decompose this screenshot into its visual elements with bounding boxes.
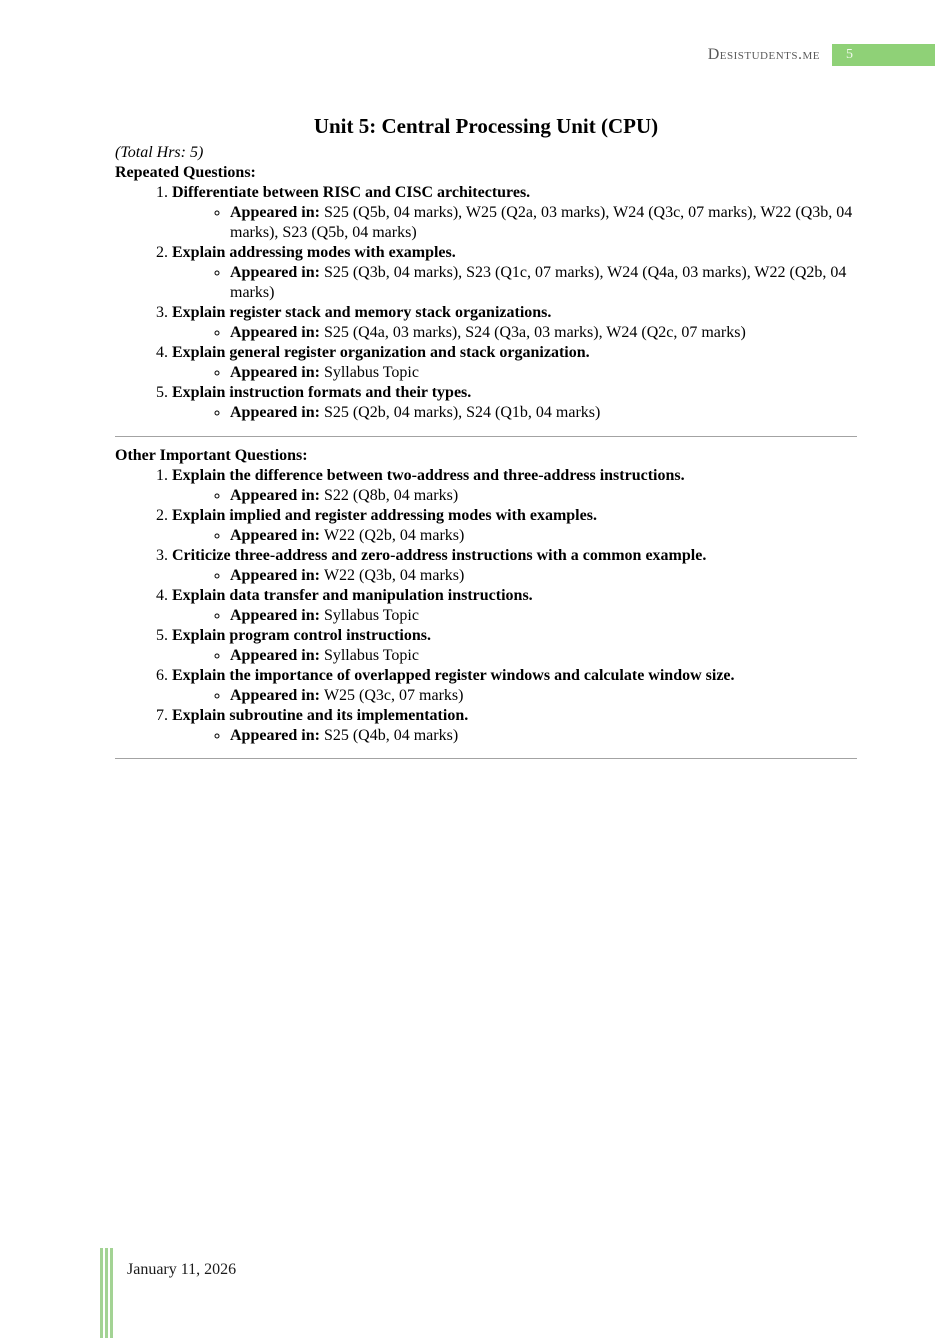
- question-text: Explain the difference between two-address and three-address instructions.: [172, 467, 685, 484]
- appeared-label: Appeared in:: [230, 404, 320, 421]
- page-title: Unit 5: Central Processing Unit (CPU): [313, 114, 659, 138]
- appeared-list: [172, 726, 857, 746]
- question-item: [172, 303, 857, 343]
- appeared-label: Appeared in:: [230, 264, 320, 281]
- question-item: [172, 343, 857, 383]
- question-item: [172, 243, 857, 303]
- appeared-label: Appeared in:: [230, 527, 320, 544]
- appeared-item: [230, 526, 857, 546]
- question-text: Criticize three-address and zero-address instructions with a common example.: [172, 547, 707, 564]
- question-text: Explain the importance of overlapped register windows and calculate window size.: [172, 667, 735, 684]
- question-text: Explain register stack and memory stack organizations.: [172, 304, 552, 321]
- appeared-value: W25 (Q3c, 07 marks): [323, 687, 464, 704]
- footer-stripes-decoration: [100, 1248, 113, 1338]
- appeared-list: [172, 203, 857, 243]
- appeared-item: [230, 566, 857, 586]
- appeared-value: Syllabus Topic: [323, 607, 419, 624]
- appeared-label: Appeared in:: [230, 204, 320, 221]
- question-text: Explain addressing modes with examples.: [172, 244, 456, 261]
- appeared-item: [230, 323, 857, 343]
- total-hours-note: (Total Hrs: 5): [115, 144, 204, 161]
- repeated-questions-list: [115, 183, 857, 423]
- appeared-list: [172, 686, 857, 706]
- section-heading-repeated: Repeated Questions:: [115, 164, 256, 181]
- page-header: [708, 44, 935, 66]
- question-item: [172, 666, 857, 706]
- appeared-label: Appeared in:: [230, 607, 320, 624]
- appeared-item: [230, 606, 857, 626]
- section-divider: [115, 436, 857, 437]
- footer-date: January 11, 2026: [127, 1261, 237, 1278]
- appeared-value: W22 (Q3b, 04 marks): [323, 567, 465, 584]
- appeared-list: [172, 403, 857, 423]
- appeared-label: Appeared in:: [230, 324, 320, 341]
- appeared-list: [172, 566, 857, 586]
- footer-stripe: [100, 1248, 103, 1338]
- question-text: Explain general register organization and stack organization.: [172, 344, 590, 361]
- appeared-label: Appeared in:: [230, 487, 320, 504]
- document-content: [115, 113, 857, 768]
- question-item: [172, 183, 857, 243]
- appeared-list: [172, 526, 857, 546]
- appeared-item: [230, 726, 857, 746]
- appeared-list: [172, 486, 857, 506]
- section-divider: [115, 758, 857, 759]
- question-item: [172, 506, 857, 546]
- question-text: Explain instruction formats and their types.: [172, 384, 472, 401]
- appeared-list: [172, 323, 857, 343]
- appeared-item: [230, 646, 857, 666]
- question-item: [172, 626, 857, 666]
- appeared-list: [172, 263, 857, 303]
- appeared-value: S25 (Q3b, 04 marks), S23 (Q1c, 07 marks), W24 (Q4a, 03 marks), W22 (Q2b, 04 marks): [230, 264, 847, 301]
- question-text: Explain program control instructions.: [172, 627, 431, 644]
- appeared-value: Syllabus Topic: [323, 364, 419, 381]
- appeared-value: S25 (Q4b, 04 marks): [323, 727, 459, 744]
- appeared-value: S22 (Q8b, 04 marks): [323, 487, 459, 504]
- question-text: Explain subroutine and its implementation.: [172, 707, 469, 724]
- appeared-item: [230, 203, 857, 243]
- appeared-value: S25 (Q5b, 04 marks), W25 (Q2a, 03 marks), W24 (Q3c, 07 marks), W22 (Q3b, 04 marks), S23 (Q5b, 04 marks): [230, 204, 853, 241]
- footer-stripe: [105, 1248, 108, 1338]
- appeared-item: [230, 363, 857, 383]
- appeared-list: [172, 646, 857, 666]
- question-item: [172, 586, 857, 626]
- appeared-item: [230, 403, 857, 423]
- appeared-value: Syllabus Topic: [323, 647, 419, 664]
- appeared-list: [172, 606, 857, 626]
- question-text: Explain implied and register addressing modes with examples.: [172, 507, 597, 524]
- page-number-badge: 5: [832, 44, 935, 66]
- appeared-label: Appeared in:: [230, 687, 320, 704]
- appeared-list: [172, 363, 857, 383]
- question-item: [172, 706, 857, 746]
- appeared-item: [230, 486, 857, 506]
- appeared-label: Appeared in:: [230, 567, 320, 584]
- appeared-item: [230, 263, 857, 303]
- section-heading-other: Other Important Questions:: [115, 447, 308, 464]
- appeared-value: S25 (Q2b, 04 marks), S24 (Q1b, 04 marks): [323, 404, 601, 421]
- question-item: [172, 466, 857, 506]
- question-item: [172, 546, 857, 586]
- appeared-value: W22 (Q2b, 04 marks): [323, 527, 465, 544]
- question-text: Explain data transfer and manipulation instructions.: [172, 587, 533, 604]
- site-name: Desistudents.me: [707, 46, 820, 63]
- question-text: Differentiate between RISC and CISC architectures.: [172, 184, 531, 201]
- appeared-label: Appeared in:: [230, 727, 320, 744]
- other-questions-list: [115, 466, 857, 746]
- question-item: [172, 383, 857, 423]
- appeared-label: Appeared in:: [230, 647, 320, 664]
- footer-stripe: [110, 1248, 113, 1338]
- appeared-item: [230, 686, 857, 706]
- appeared-value: S25 (Q4a, 03 marks), S24 (Q3a, 03 marks), W24 (Q2c, 07 marks): [323, 324, 746, 341]
- appeared-label: Appeared in:: [230, 364, 320, 381]
